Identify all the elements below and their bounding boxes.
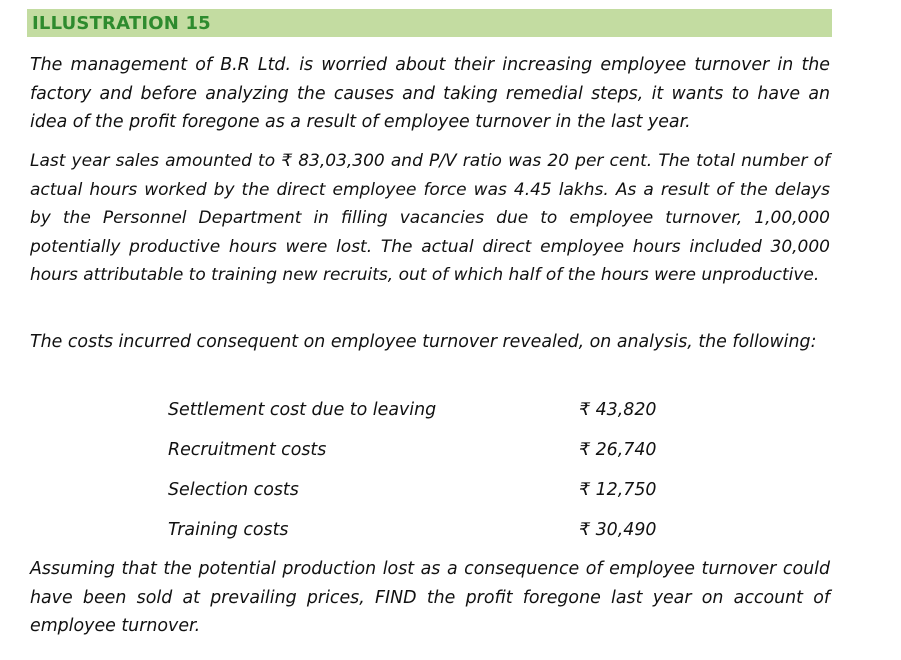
question-paragraph: Assuming that the potential production lost as a consequence of employee turnover could have been sold at prevailing prices, FIND the profit foregone last year on account of employee turnover.	[30, 559, 830, 636]
cost-amount: ₹ 12,750	[579, 480, 657, 500]
cost-label: Settlement cost due to leaving	[168, 400, 437, 420]
cost-row-recruitment	[168, 436, 688, 476]
cost-row-training	[168, 516, 688, 556]
cost-label: Recruitment costs	[168, 440, 327, 460]
cost-row-selection	[168, 476, 688, 516]
intro-paragraph: The management of B.R Ltd. is worried about their increasing employee turnover in the factory and before analyzing the causes and taking remedial steps, it wants to have an idea of the profit foregone as a result of employee turnover in the last year.	[30, 55, 830, 132]
cost-amount: ₹ 30,490	[579, 520, 657, 540]
cost-amount: ₹ 43,820	[579, 400, 657, 420]
cost-label: Selection costs	[168, 480, 299, 500]
costs-intro-paragraph: The costs incurred consequent on employee turnover revealed, on analysis, the following:	[30, 332, 817, 352]
cost-table	[168, 396, 688, 556]
illustration-title: ILLUSTRATION 15	[32, 13, 211, 34]
cost-label: Training costs	[168, 520, 289, 540]
facts-paragraph: Last year sales amounted to ₹ 83,03,300 and P/V ratio was 20 per cent. The total number of actual hours worked by the direct employee force was 4.45 lakhs. As a result of the delays by the Personnel Department in filling vacancies due to employee turnover, 1,00,000 potentially productive hours were lost. The actual direct employee hours included 30,000 hours attributable to training new recruits, out of which half of the hours were unproductive.	[30, 151, 830, 285]
cost-amount: ₹ 26,740	[579, 440, 657, 460]
illustration-header	[27, 9, 832, 37]
cost-row-settlement	[168, 396, 688, 436]
